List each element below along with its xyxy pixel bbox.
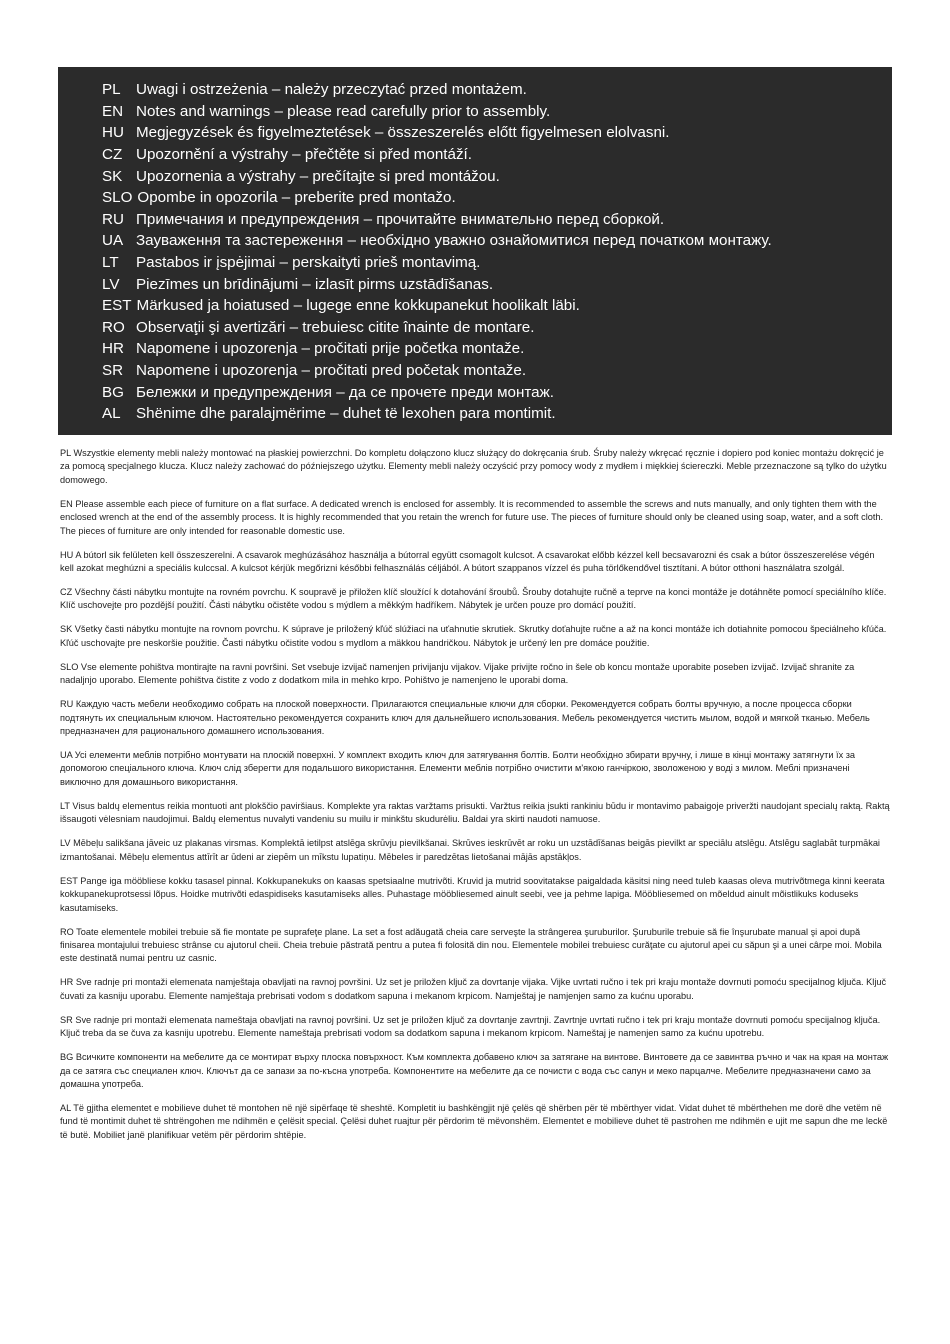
header-text: Примечания и предупреждения – прочитайте внимательно перед сборкой. [136, 210, 665, 228]
header-text: Piezīmes un brīdinājumi – izlasīt pirms uzstādīšanas. [136, 275, 494, 293]
lang-code: EST [102, 297, 132, 315]
header-row-slo [102, 187, 892, 209]
lang-code: LT [102, 254, 119, 272]
header-text: Бележки и предупреждения – да се прочете преди монтаж. [136, 383, 555, 401]
paragraph-sk: SK Všetky časti nábytku montujte na rovnom povrchu. K súprave je priložený kľúč slúžiaci na uťahnutie skrutiek. Skrutky doťahujte ručne a až na konci montáže ich dotiahnite pomocou špeciálneho kľúča. Kľúč uschovajte pre neskoršie použitie. Časti nábytku očistite vodou s mydlom a mäkkou handričkou. Nábytok je určený len pre domáce použitie. [60, 624, 887, 648]
lang-code: SK [102, 167, 123, 185]
header-row-sr [102, 360, 892, 382]
header-row-ro [102, 317, 892, 339]
header-row-cz [102, 144, 892, 166]
header-row-hr [102, 338, 892, 360]
header-row-en [102, 101, 892, 123]
lang-code: EN [102, 102, 124, 120]
header-text: Upozornenia a výstrahy – prečítajte si pred montážou. [136, 167, 500, 185]
header-text: Napomene i upozorenja – pročitati pred početak montaže. [136, 362, 527, 380]
instructions-body [60, 447, 890, 1153]
paragraph-en: EN Please assemble each piece of furniture on a flat surface. A dedicated wrench is enclosed for assembly. It is recommended to assemble the screws and nuts manually, and only tighten them with the enclosed wrench at the end of the assembly process. It is highly recommended that you retain the wrench for future use. The pieces of furniture should only be cleaned using soap, water, and a soft cloth. The pieces of furniture are only intended for reasonable domestic use. [60, 498, 884, 536]
header-text: Märkused ja hoiatused – lugege enne kokkupanekut hoolikalt läbi. [136, 297, 580, 315]
header-text: Upozornění a výstrahy – přečtěte si před montáží. [136, 146, 472, 164]
header-text: Opombe in opozorila – preberite pred montažo. [137, 189, 456, 207]
header-row-ru [102, 209, 892, 231]
header-row-est [102, 295, 892, 317]
header-row-ua [102, 230, 892, 252]
lang-code: CZ [102, 146, 123, 164]
header-text: Notes and warnings – please read carefully prior to assembly. [136, 102, 551, 120]
lang-code: HR [102, 340, 124, 358]
lang-code: BG [102, 383, 124, 401]
header-row-pl [102, 79, 892, 101]
paragraph-cz: CZ Všechny části nábytku montujte na rovném povrchu. K soupravě je přiložen klíč sloužící k dotahování šroubů. Šrouby dotahujte ručně a teprve na konci montáže je dotáhněte pomocí speciálního klíče. Klíč uschovejte pro pozdější použití. Části nábytku očistěte vodou s mýdlem a měkkým hadříkem. Nábytek je určen pouze pro domácí použití. [60, 587, 887, 611]
paragraph-lv: LV Mēbeļu salikšana jāveic uz plakanas virsmas. Komplektā ietilpst atslēga skrūvju pievilkšanai. Skrūves ieskrūvēt ar roku un uzstādīšanas beigās pievilkt ar speciālu atslēgu. Atslēgu saglabāt turpmākai izmantošanai. Mēbeļu elementus attīrīt ar ūdeni ar ziepēm un mīkstu lupatiņu. Mēbeles ir paredzētas lietošanai mājās apstākļos. [60, 838, 880, 862]
lang-code: SLO [102, 189, 133, 207]
header-row-sk [102, 165, 892, 187]
header-text: Shënime dhe paralajmërime – duhet të lexohen para montimit. [136, 405, 556, 423]
header-row-lt [102, 252, 892, 274]
paragraph-ro: RO Toate elementele mobilei trebuie să fie montate pe suprafeţe plane. La set a fost adăugată cheia care serveşte la strângerea şuruburilor. Şuruburile trebuie să fie înşurubate manual şi apoi după finisarea montajului trebuiesc strânse cu ajutorul cheii. Cheia trebuie păstrată pentru a putea fi folosită din nou. Elementele mobilei trebuiesc curăţate cu ajutorul apei cu săpun şi a unei cârpe moi. Mobila este destinată numai pentru uz casnic. [60, 926, 882, 964]
header-row-hu [102, 122, 892, 144]
header-text: Pastabos ir įspėjimai – perskaityti prieš montavimą. [136, 254, 481, 272]
header-text: Megjegyzések és figyelmeztetések – összeszerelés előtt figyelmesen elolvasni. [136, 124, 670, 142]
paragraph-pl: PL Wszystkie elementy mebli należy montować na płaskiej powierzchni. Do kompletu dołączono klucz służący do dokręcania śrub. Śruby należy wkręcać ręcznie i dopiero pod koniec montażu dokręcić je za pomocą specjalnego klucza. Klucz należy zachować do późniejszego użytku. Elementy mebli należy oczyścić przy pomocy wody z mydłem i miękkiej ściereczki. Meble przeznaczone są tylko do użytku domowego. [60, 448, 887, 485]
lang-code: HU [102, 124, 124, 142]
header-text: Uwagi i ostrzeżenia – należy przeczytać przed montażem. [136, 81, 527, 99]
warnings-header-box [58, 67, 892, 435]
paragraph-sr: SR Sve radnje pri montaži elemenata nameštaja obavljati na ravnoj površini. Uz set je priložen ključ za dovrtanje zavrtnji. Zavrtnje uvrtati ručno i tek pri kraju montaže dovrnuti pomoću specijalnog ključa. Ključ treba da se čuva za kasniju upotrebu. Elemente nameštaja prebrisati vodom sa dodatkom sapuna i mekanom krpicom. Nameštaj je namenjen samo za kućnu upotrebu. [60, 1014, 881, 1039]
lang-code: RO [102, 318, 125, 336]
header-row-bg [102, 381, 892, 403]
paragraph-slo: SLO Vse elemente pohištva montirajte na ravni površini. Set vsebuje izvijač namenjen privijanju vijakov. Vijake privijte ročno in šele ob koncu montaže uporabite poseben izvijač. Izvijač shranite za nadaljnjo uporabo. Elemente pohištva čistite z vodo z dodatkom mila in mehko krpo. Pohištvo je namenjeno le uporabi doma. [60, 661, 855, 686]
header-text: Observaţii şi avertizări – trebuiesc citite înainte de montare. [136, 318, 535, 336]
paragraph-al: AL Të gjitha elementet e mobilieve duhet të montohen në një sipërfaqe të sheshtë. Kompletit iu bashkëngjit një çelës që shërben për të mbërthyer vidat. Vidat duhet të mbërthehen me dorë dhe vetëm në fund të montimit duhet të shtrëngohen me ndihmën e çelësit special. Çelësi duhet ruajtur për përdorim të mëvonshëm. Elementet e mobilieve duhet të pastrohen me ndihmën e ujit me sapun dhe me leckë të butë. Mobiliet janë planifikuar vetëm për përdorim shtëpie. [60, 1102, 888, 1140]
paragraph-bg: BG Всичките компоненти на мебелите да се монтират върху плоска повърхност. Към комплекта добавено ключ за затягане на винтове. Винтовете да се завинтва ръчно и чак на края на монтаж да се затяга със специален ключ. Ключът да се запази за по-късна употреба. Компонентите на мебелите да се почисти с вода със сапун и меко парцалче. Мебелите предназначени само за домашна употреба. [60, 1052, 889, 1089]
header-text: Зауваження та застереження – необхідно уважно ознайомитися перед початком монтажу. [136, 232, 772, 250]
lang-code: RU [102, 210, 124, 228]
paragraph-hu: HU A bútorl sik felületen kell összeszerelni. A csavarok meghúzásához használja a bútorral együtt csomagolt kulcsot. A csavarokat előbb kézzel kell becsavarozni és csak a bútor összeszerelése végén kell azokat meghúzni a speciális kulccsal. A kulcsot kérjük megőrizni későbbi felhasználás céljából. A bútort szappanos vízzel és puha törlőkendővel tisztítani. A bútor otthoni használatra szolgál. [60, 549, 875, 574]
paragraph-est: EST Pange iga mööbliese kokku tasasel pinnal. Kokkupanekuks on kaasas spetsiaalne mutrivõti. Kruvid ja mutrid soovitatakse paigaldada käsitsi ning need tuleb kaasas oleva mutrivõtmega kinni keerata kokkupanekuprotsessi lõpus. Hoidke mutrivõti edaspidiseks kasutamiseks alles. Puhastage mööbliesemed ainult seebi, vee ja pehme lapiga. Mööbliesemed on mõeldud ainult mõistlikuks koduseks kasutamiseks. [60, 875, 885, 913]
paragraph-hr: HR Sve radnje pri montaži elemenata namještaja obavljati na ravnoj površini. Uz set je priložen ključ za dovrtanje vijaka. Vijke uvrtati ručno i tek pri kraju montaže dovrnuti pomoću specijalnog ključa. Ključ čuvati za kasniju uporabu. Elemente namještaja prebrisati vodom s dodatkom sapuna i mekanom krpicom. Namještaj je namjenjen samo za kućnu uporabu. [60, 977, 887, 1001]
header-row-lv [102, 273, 892, 295]
lang-code: PL [102, 81, 121, 99]
lang-code: AL [102, 405, 121, 423]
paragraph-ua: UA Усі елементи меблів потрібно монтувати на плоскій поверхні. У комплект входить ключ для затягування болтів. Болти необхідно збирати вручну, і лише в кінці монтажу затягнути їх за допомогою спеціального ключа. Ключ слід зберегти для подальшого використання. Елементи меблів потрібно очистити м'якою ганчіркою, зволоженою у воді з милом. Меблі призначені виключно для домашнього використання. [60, 750, 856, 787]
lang-code: UA [102, 232, 124, 250]
lang-code: SR [102, 362, 124, 380]
header-row-al [102, 403, 892, 425]
paragraph-lt: LT Visus baldų elementus reikia montuoti ant plokščio paviršiaus. Komplekte yra raktas varžtams prisukti. Varžtus reikia įsukti rankiniu būdu ir montavimo pabaigoje priveržti naudojant specialų raktą. Raktą išsaugoti vėlesniam naudojimui. Baldų elementus nuvalyti vandeniu su muilu ir minkštu skudurėliu. Baldai yra skirti naudoti namuose. [60, 800, 890, 825]
lang-code: LV [102, 275, 120, 293]
paragraph-ru: RU Каждую часть мебели необходимо собрать на плоской поверхности. Прилагаются специальные ключи для сборки. Рекомендуется собрать болты вручную, а после процесса сборки подтянуть их специальным ключом. Настоятельно рекомендуется сохранить ключ для дальнейшего использования. Мебель рекомендуется чистить мылом, водой и мягкой тканью. Мебель предназначен для рационального домашнего использования. [60, 699, 870, 737]
header-text: Napomene i upozorenja – pročitati prije početka montaže. [136, 340, 525, 358]
